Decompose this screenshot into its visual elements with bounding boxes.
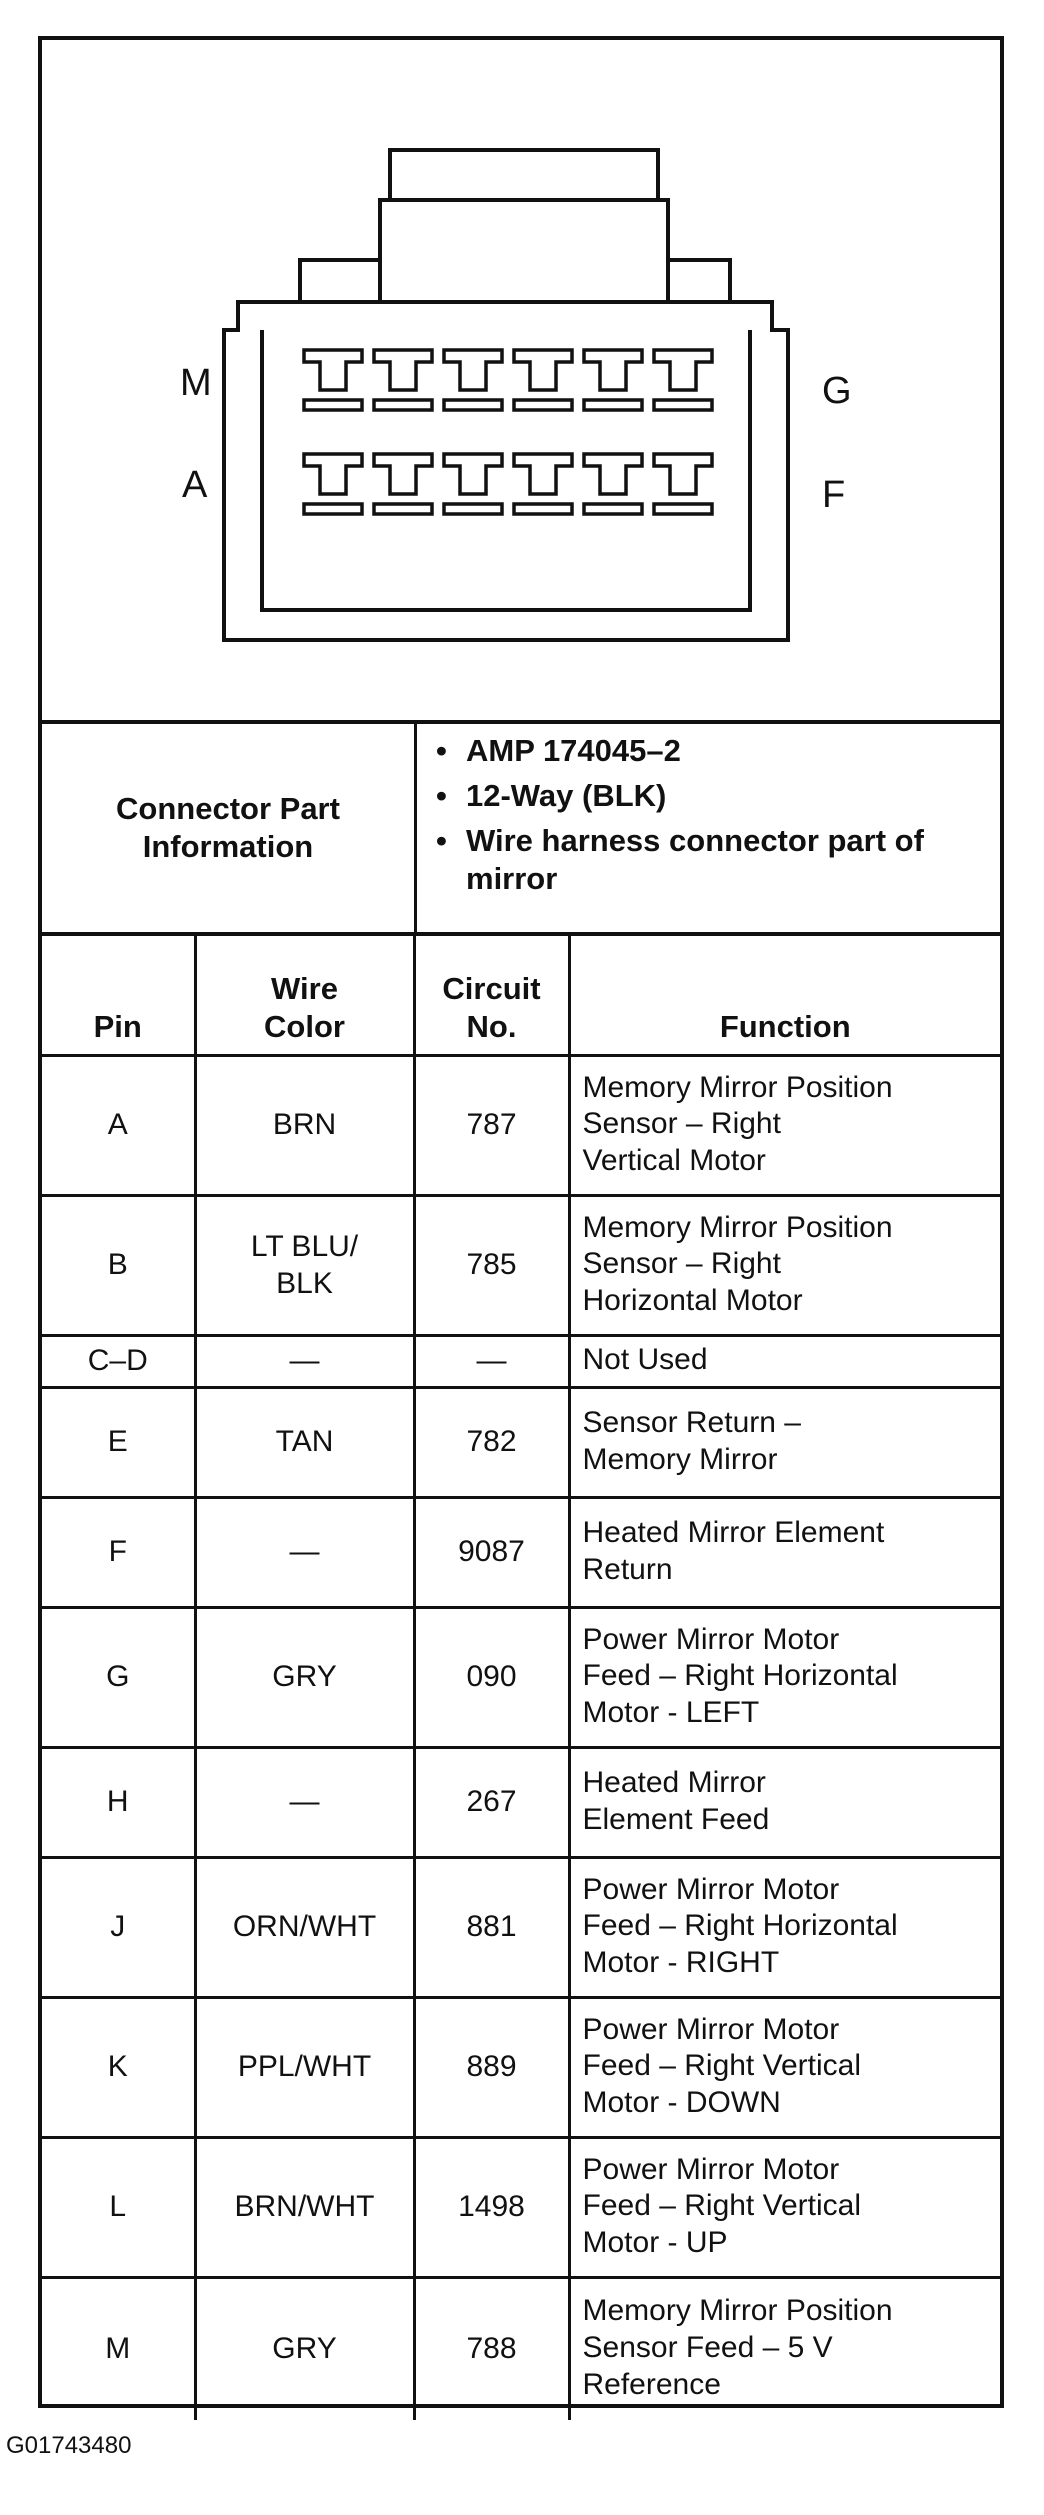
table-row	[42, 1196, 1000, 1336]
cell-wire-color: —	[195, 1498, 414, 1608]
table-row	[42, 1056, 1000, 1196]
table-row	[42, 1388, 1000, 1498]
cell-pin: H	[42, 1748, 195, 1858]
function-line: Horizontal Motor	[582, 1283, 803, 1317]
header-wire-color	[195, 936, 414, 1056]
pin-label-f-right: F	[822, 474, 846, 516]
header-circuit-no	[414, 936, 569, 1056]
connector-diagram	[42, 40, 1000, 724]
table-row	[42, 2138, 1000, 2278]
cell-function	[569, 1336, 1000, 1388]
pin-terminal-k	[444, 350, 502, 390]
header-wire-color-line2: Color	[264, 1009, 345, 1045]
function-line: Motor - RIGHT	[582, 1945, 780, 1979]
function-line: Reference	[582, 2367, 721, 2401]
cell-circuit-no: 782	[414, 1388, 569, 1498]
function-line: Motor - UP	[582, 2225, 728, 2259]
pin-terminal-a	[304, 454, 362, 494]
cell-pin: J	[42, 1858, 195, 1998]
pin-contact-c	[444, 504, 502, 514]
cell-function	[569, 1608, 1000, 1748]
connector-info-sheet	[38, 36, 1004, 2408]
cell-function	[569, 1498, 1000, 1608]
pin-terminal-m	[304, 350, 362, 390]
header-circuit-line1: Circuit	[442, 971, 541, 1007]
table-row	[42, 1608, 1000, 1748]
cell-circuit-no: 785	[414, 1196, 569, 1336]
cell-wire-color: BRN	[195, 1056, 414, 1196]
cell-pin: B	[42, 1196, 195, 1336]
connector-part-information	[42, 724, 1000, 936]
connector-tab-left	[300, 260, 380, 302]
function-line: Memory Mirror Position	[582, 2294, 893, 2328]
connector-tab-right	[668, 260, 730, 302]
function-line: Feed – Right Horizontal	[582, 1659, 898, 1693]
cell-circuit-no: —	[414, 1336, 569, 1388]
function-line: Vertical Motor	[582, 1143, 766, 1177]
function-line: Power Mirror Motor	[582, 1622, 840, 1656]
cell-wire-color: TAN	[195, 1388, 414, 1498]
cell-wire-color: ORN/WHT	[195, 1858, 414, 1998]
function-line: Sensor Return –	[582, 1405, 801, 1439]
info-item-way-count: • 12-Way (BLK)	[432, 777, 1006, 816]
header-wire-color-line1: Wire	[271, 971, 338, 1007]
cell-function	[569, 1388, 1000, 1498]
function-line: Feed – Right Vertical	[582, 2049, 861, 2083]
info-item-harness-note: • Wire harness connector part of mirror	[432, 822, 1006, 900]
function-line: Power Mirror Motor	[582, 2012, 840, 2046]
cell-circuit-no: 889	[414, 1998, 569, 2138]
pin-contact-d	[514, 504, 572, 514]
connector-part-info-label	[42, 724, 417, 932]
table-row	[42, 1498, 1000, 1608]
pin-contact-e	[584, 504, 642, 514]
figure-code: G01743480	[6, 2432, 132, 2459]
function-line: Sensor – Right	[582, 1107, 781, 1141]
cell-wire-color: GRY	[195, 2278, 414, 2420]
pin-terminal-j	[514, 350, 572, 390]
function-line: Feed – Right Horizontal	[582, 1909, 898, 1943]
cell-circuit-no: 267	[414, 1748, 569, 1858]
function-line: Feed – Right Vertical	[582, 2189, 861, 2223]
cell-function	[569, 2138, 1000, 2278]
function-line: Heated Mirror Element	[582, 1515, 885, 1549]
cell-function	[569, 2278, 1000, 2420]
pin-label-m-left: M	[180, 362, 212, 404]
info-label-line2: Information	[142, 829, 314, 864]
cell-function	[569, 1748, 1000, 1858]
table-row	[42, 1998, 1000, 2138]
table-row	[42, 1336, 1000, 1388]
function-line: Power Mirror Motor	[582, 2152, 840, 2186]
info-label-line1: Connector Part	[116, 791, 340, 827]
cell-pin: C–D	[42, 1336, 195, 1388]
function-line: Return	[582, 1552, 673, 1586]
cell-pin: A	[42, 1056, 195, 1196]
pin-terminal-c	[444, 454, 502, 494]
cell-circuit-no: 1498	[414, 2138, 569, 2278]
pin-terminal-b	[374, 454, 432, 494]
table-row	[42, 1858, 1000, 1998]
function-line: Motor - LEFT	[582, 1695, 760, 1729]
cell-pin: M	[42, 2278, 195, 2420]
cell-function	[569, 1056, 1000, 1196]
pin-terminal-f	[654, 454, 712, 494]
cell-wire-color: —	[195, 1336, 414, 1388]
cell-pin: E	[42, 1388, 195, 1498]
table-row	[42, 2278, 1000, 2420]
cell-wire-color: BRN/WHT	[195, 2138, 414, 2278]
connector-latch-top	[390, 150, 658, 200]
connector-latch-body	[380, 200, 668, 302]
cell-pin: L	[42, 2138, 195, 2278]
cell-circuit-no: 788	[414, 2278, 569, 2420]
function-line: Sensor Feed – 5 V	[582, 2330, 833, 2364]
pin-contact-f	[654, 504, 712, 514]
pin-contact-b	[374, 504, 432, 514]
cell-pin: F	[42, 1498, 195, 1608]
table-row	[42, 1748, 1000, 1858]
pin-contact-g	[654, 400, 712, 410]
cell-function	[569, 1998, 1000, 2138]
function-line: Element Feed	[582, 1802, 770, 1836]
pin-terminal-l	[374, 350, 432, 390]
connector-housing	[224, 302, 788, 640]
function-line: Memory Mirror	[582, 1442, 778, 1476]
cell-circuit-no: 881	[414, 1858, 569, 1998]
pin-contact-h	[584, 400, 642, 410]
cell-circuit-no: 787	[414, 1056, 569, 1196]
pin-contact-l	[374, 400, 432, 410]
cell-pin: G	[42, 1608, 195, 1748]
info-item-part-number: • AMP 174045–2	[432, 732, 1006, 771]
cell-circuit-no: 9087	[414, 1498, 569, 1608]
pin-label-a-left: A	[182, 464, 208, 506]
cell-wire-color: LT BLU/ BLK	[195, 1196, 414, 1336]
function-line: Not Used	[582, 1343, 708, 1377]
function-line: Sensor – Right	[582, 1247, 781, 1281]
pin-contact-a	[304, 504, 362, 514]
cell-function	[569, 1858, 1000, 1998]
pin-contact-k	[444, 400, 502, 410]
table-header-row	[42, 936, 1000, 1056]
function-line: Power Mirror Motor	[582, 1872, 840, 1906]
cell-function	[569, 1196, 1000, 1336]
pin-function-table	[42, 936, 1000, 2420]
pin-terminal-g	[654, 350, 712, 390]
cell-wire-color: PPL/WHT	[195, 1998, 414, 2138]
cell-circuit-no: 090	[414, 1608, 569, 1748]
pin-terminal-h	[584, 350, 642, 390]
connector-part-info-list	[432, 732, 1006, 905]
pin-contact-j	[514, 400, 572, 410]
pin-label-g-right: G	[822, 370, 852, 412]
function-line: Motor - DOWN	[582, 2085, 781, 2119]
cell-wire-color: —	[195, 1748, 414, 1858]
header-function: Function	[569, 936, 1000, 1056]
header-circuit-line2: No.	[466, 1009, 517, 1045]
pin-rows	[42, 1056, 1000, 2420]
header-pin: Pin	[42, 936, 195, 1056]
function-line: Memory Mirror Position	[582, 1070, 893, 1104]
cell-pin: K	[42, 1998, 195, 2138]
cell-wire-color: GRY	[195, 1608, 414, 1748]
connector-housing-inner	[262, 330, 750, 610]
function-line: Heated Mirror	[582, 1765, 766, 1799]
pin-contact-m	[304, 400, 362, 410]
function-line: Memory Mirror Position	[582, 1210, 893, 1244]
pin-terminal-d	[514, 454, 572, 494]
pin-terminal-e	[584, 454, 642, 494]
